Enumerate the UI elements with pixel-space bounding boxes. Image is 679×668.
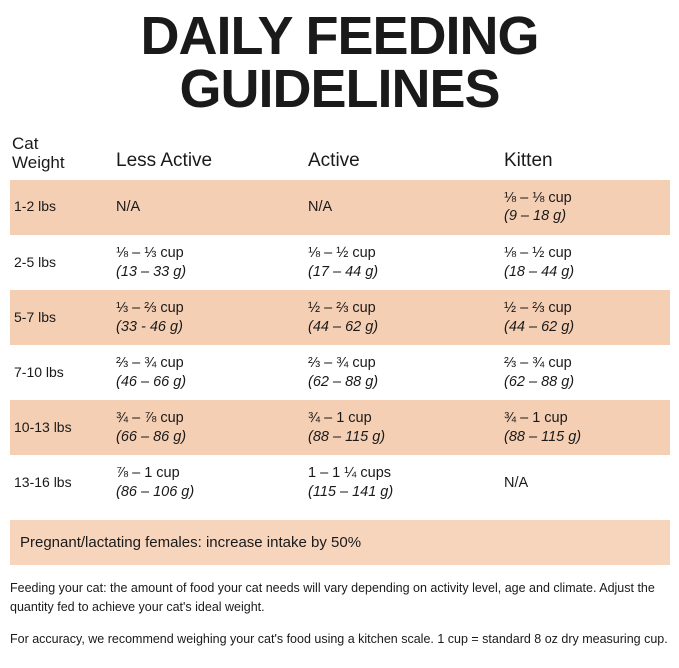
cell-weight: 13-16 lbs [10,455,108,510]
cell-grams: (66 – 86 g) [116,428,187,445]
cell-amount: ⅔ – ¾ cup [116,355,184,372]
cell-grams: (88 – 115 g) [308,428,386,445]
cell-amount: ¾ – 1 cup [308,410,372,427]
cell-amount: ⅛ – ½ cup [504,244,572,261]
cell-weight: 2-5 lbs [10,235,108,290]
cell-grams: (62 – 88 g) [504,373,575,390]
cell-amount: ⅔ – ¾ cup [308,355,376,372]
page-title-line-1: DAILY FEEDING [140,6,539,66]
column-header-weight-line-1: Cat [12,133,39,153]
cell-kitten [496,290,670,345]
cell-less-active [108,455,300,510]
cell-grams: (86 – 106 g) [116,483,195,500]
cell-less-active [108,345,300,400]
cell-weight: 7-10 lbs [10,345,108,400]
table-row [10,290,670,345]
column-header-active: Active [308,149,360,171]
cell-amount: N/A [504,474,529,491]
cell-grams: (33 - 46 g) [116,318,183,335]
cell-amount: ⅛ – ⅛ cup [504,189,572,206]
cell-grams: (44 – 62 g) [504,318,575,335]
table-header-row [10,134,670,180]
page-title-line-2: GUIDELINES [179,58,500,119]
cell-kitten [496,235,670,290]
cell-amount: ⅞ – 1 cup [116,465,180,482]
cell-weight: 1-2 lbs [10,180,108,235]
cell-weight: 10-13 lbs [10,400,108,455]
footnotes [10,579,670,647]
column-header-weight [10,134,108,180]
cell-weight: 5-7 lbs [10,290,108,345]
cell-amount: ¾ – 1 cup [504,410,568,427]
column-header-weight-line-2: Weight [12,152,65,172]
table-row [10,180,670,235]
cell-grams: (18 – 44 g) [504,263,575,280]
cell-kitten [496,400,670,455]
feeding-table [10,134,670,511]
pregnant-lactating-note: Pregnant/lactating females: increase intake by 50% [10,520,670,565]
cell-kitten [496,345,670,400]
page-title [10,0,669,119]
cell-grams: (62 – 88 g) [308,373,379,390]
footnote-feeding-your-cat: Feeding your cat: the amount of food your cat needs will vary depending on activity level, age and climate. Adjust the quantity fed to achieve your cat's ideal weight. [10,581,655,614]
cell-amount: ⅓ – ⅔ cup [116,300,184,317]
table-row [10,235,670,290]
table-header [10,134,670,180]
cell-less-active [108,290,300,345]
cell-grams: (17 – 44 g) [308,263,379,280]
cell-active [300,455,496,510]
cell-grams: (13 – 33 g) [116,263,187,280]
cell-active [300,235,496,290]
table-row [10,455,670,510]
cell-active [300,400,496,455]
table-row [10,400,670,455]
cell-grams: (46 – 66 g) [116,373,187,390]
cell-amount: ¾ – ⅞ cup [116,410,184,427]
cell-amount: N/A [308,199,333,216]
cell-amount: N/A [116,199,141,216]
column-header-less-active: Less Active [116,149,213,171]
cell-grams: (9 – 18 g) [504,208,567,225]
cell-less-active [108,235,300,290]
cell-amount: ⅔ – ¾ cup [504,355,572,372]
cell-kitten [496,180,670,235]
cell-grams: (88 – 115 g) [504,428,582,445]
table-row [10,345,670,400]
cell-amount: ½ – ⅔ cup [504,300,572,317]
cell-less-active [108,180,300,235]
column-header-kitten: Kitten [504,149,553,171]
cell-active [300,345,496,400]
table-body [10,180,670,511]
cell-amount: 1 – 1 ¼ cups [308,465,392,482]
cell-grams: (44 – 62 g) [308,318,379,335]
cell-amount: ½ – ⅔ cup [308,300,376,317]
cell-less-active [108,400,300,455]
cell-amount: ⅛ – ⅓ cup [116,244,184,261]
footnote-accuracy: For accuracy, we recommend weighing your cat's food using a kitchen scale. 1 cup = standard 8 oz dry measuring cup. [10,631,668,646]
cell-grams: (115 – 141 g) [308,483,394,500]
cell-amount: ⅛ – ½ cup [308,244,376,261]
cell-kitten [496,455,670,510]
cell-active [300,180,496,235]
cell-active [300,290,496,345]
